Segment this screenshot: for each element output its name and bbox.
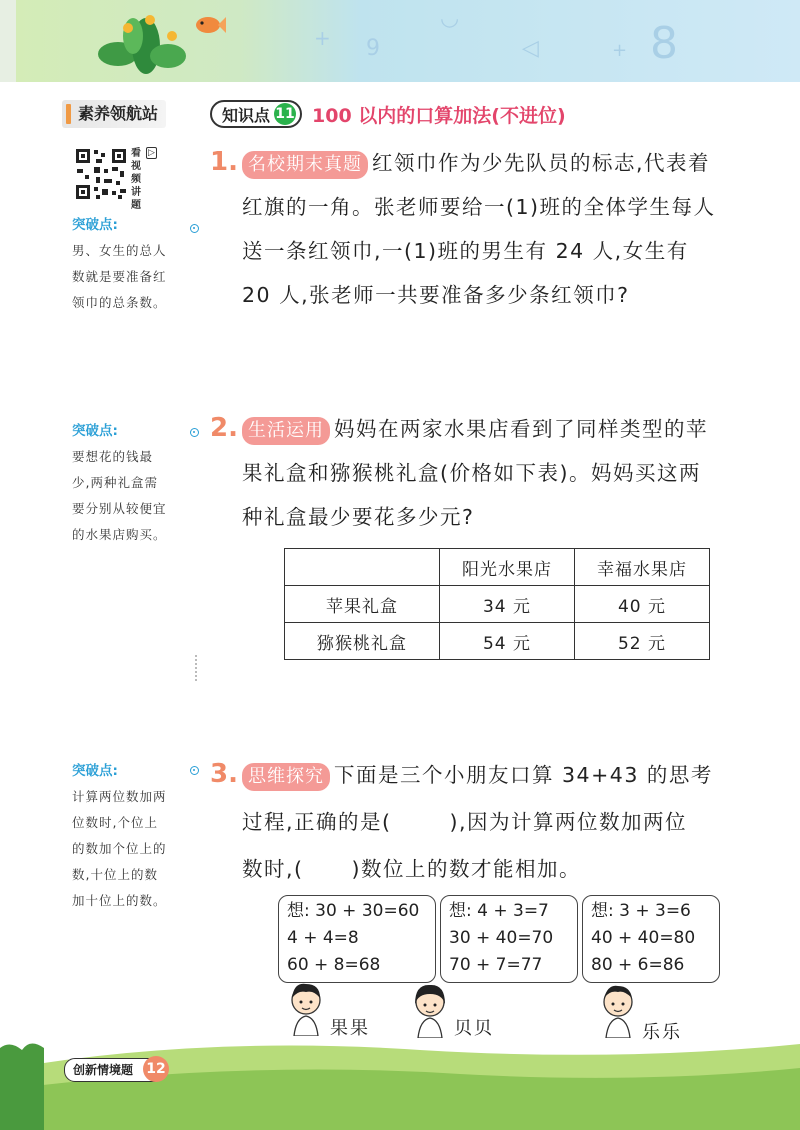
question-text-line: 妈妈在两家水果店看到了同样类型的苹 (334, 417, 708, 441)
question-text-line (210, 797, 770, 847)
thought-line: 想: 30 + 30=60 (287, 901, 420, 921)
thought-line: 80 + 6=86 (591, 955, 685, 975)
qr-code-icon[interactable] (74, 147, 128, 201)
side-note-line: 的水果店购买。 (72, 527, 167, 542)
question-text-line: 20 人,张老师一共要准备多少条红领巾? (242, 283, 630, 307)
side-note-dot-icon (190, 428, 199, 437)
question-text-line: 种礼盒最少要花多少元? (242, 505, 475, 529)
side-note-heading: 突破点: (72, 423, 118, 439)
thought-line: 70 + 7=77 (449, 955, 543, 975)
side-note-line: 计算两位数加两 (72, 789, 167, 804)
section-tag-label: 素养领航站 (78, 104, 159, 123)
side-note-2 (72, 418, 192, 548)
table-cell: 40 元 (575, 586, 710, 623)
plant-leaves-icon (88, 6, 198, 78)
thought-bubble-guoguo (278, 895, 436, 983)
table-header-row (285, 549, 710, 586)
question-text-segment: 过程,正确的是( (242, 810, 392, 834)
question-text-line: 送一条红领巾,一(1)班的男生有 24 人,女生有 (242, 239, 689, 263)
side-note-heading: 突破点: (72, 763, 118, 779)
question-tag: 生活运用 (242, 417, 330, 445)
thought-line: 想: 4 + 3=7 (449, 901, 549, 921)
side-note-line: 的数加个位上的 (72, 841, 167, 856)
side-note-dot-icon (190, 766, 199, 775)
question-text-line (210, 847, 770, 891)
question-text-line: 红领巾作为少先队员的标志,代表着 (372, 151, 711, 175)
side-note-line: 少,两种礼盒需 (72, 475, 158, 490)
knowledge-point-number: 11 (274, 103, 296, 125)
question-number: 2. (210, 413, 238, 443)
side-note-3 (72, 758, 192, 914)
play-icon: ▷ (148, 148, 155, 158)
table-header-cell: 幸福水果店 (575, 549, 710, 586)
side-note-line: 位数时,个位上 (72, 815, 158, 830)
knowledge-point-pill (210, 100, 302, 128)
page-number: 12 (143, 1056, 169, 1082)
knowledge-point-title (210, 100, 566, 128)
kid-name-lele: 乐乐 (642, 1022, 682, 1043)
decor-smile-icon: ◡ (440, 6, 460, 31)
qr-label: 看视频讲题 (131, 148, 141, 211)
side-note-line: 男、女生的总人 (72, 243, 167, 258)
thought-line: 30 + 40=70 (449, 928, 554, 948)
question-1 (210, 140, 770, 317)
table-cell: 猕猴桃礼盒 (285, 623, 440, 660)
dotted-divider (195, 655, 197, 681)
kid-guoguo-icon (286, 980, 326, 1036)
decor-nine-icon: 9 (366, 36, 380, 61)
question-text-segment: )数位上的数才能相加。 (351, 857, 582, 881)
side-note-heading: 突破点: (72, 217, 118, 233)
question-text-line: 果礼盒和猕猴桃礼盒(价格如下表)。妈妈买这两 (242, 461, 701, 485)
side-note-line: 领巾的总条数。 (72, 295, 167, 310)
decor-triangle-icon: ◁ (522, 36, 539, 61)
table-cell: 52 元 (575, 623, 710, 660)
fish-icon (192, 12, 226, 38)
kid-name-guoguo: 果果 (330, 1018, 370, 1039)
table-row (285, 586, 710, 623)
section-tag (62, 100, 166, 128)
thought-bubble-beibei (440, 895, 578, 983)
question-text-line: 红旗的一角。张老师要给一(1)班的全体学生每人 (242, 195, 716, 219)
section-tag-bar (66, 104, 71, 124)
question-2 (210, 406, 770, 539)
side-note-dot-icon (190, 224, 199, 233)
question-text-line: 下面是三个小朋友口算 34+43 的思考 (334, 763, 713, 787)
decor-plus-icon: + (314, 26, 331, 50)
knowledge-point-text: 100 以内的口算加法(不进位) (312, 104, 566, 127)
table-cell: 34 元 (440, 586, 575, 623)
side-note-line: 要想花的钱最 (72, 449, 154, 464)
thought-line: 60 + 8=68 (287, 955, 381, 975)
question-tag: 思维探究 (242, 763, 330, 791)
thought-bubble-lele (582, 895, 720, 983)
decor-eight-icon: 8 (650, 18, 678, 69)
footer-label: 创新情境题 (73, 1063, 134, 1077)
thought-line: 40 + 40=80 (591, 928, 696, 948)
side-note-line: 要分别从较便宜 (72, 501, 167, 516)
question-number: 1. (210, 147, 238, 177)
table-header-cell (285, 549, 440, 586)
side-note-line: 数,十位上的数 (72, 867, 158, 882)
knowledge-point-label: 知识点 (222, 105, 271, 125)
table-row (285, 623, 710, 660)
side-note-line: 加十位上的数。 (72, 893, 167, 908)
side-note-line: 数就是要准备红 (72, 269, 167, 284)
banner-edge (0, 0, 16, 82)
decor-plus-icon: + (612, 40, 628, 61)
table-header-cell: 阳光水果店 (440, 549, 575, 586)
table-cell: 苹果礼盒 (285, 586, 440, 623)
question-3 (210, 752, 770, 891)
question-text-segment: ),因为计算两位数加两位 (449, 810, 688, 834)
table-cell: 54 元 (440, 623, 575, 660)
thought-line: 4 + 4=8 (287, 928, 359, 948)
thought-line: 想: 3 + 3=6 (591, 901, 691, 921)
question-tag: 名校期末真题 (242, 151, 368, 179)
kid-name-beibei: 贝贝 (454, 1018, 494, 1039)
question-number: 3. (210, 759, 238, 789)
side-note-1 (72, 212, 192, 316)
question-text-segment: 数时,( (242, 857, 304, 881)
price-table (284, 548, 710, 660)
